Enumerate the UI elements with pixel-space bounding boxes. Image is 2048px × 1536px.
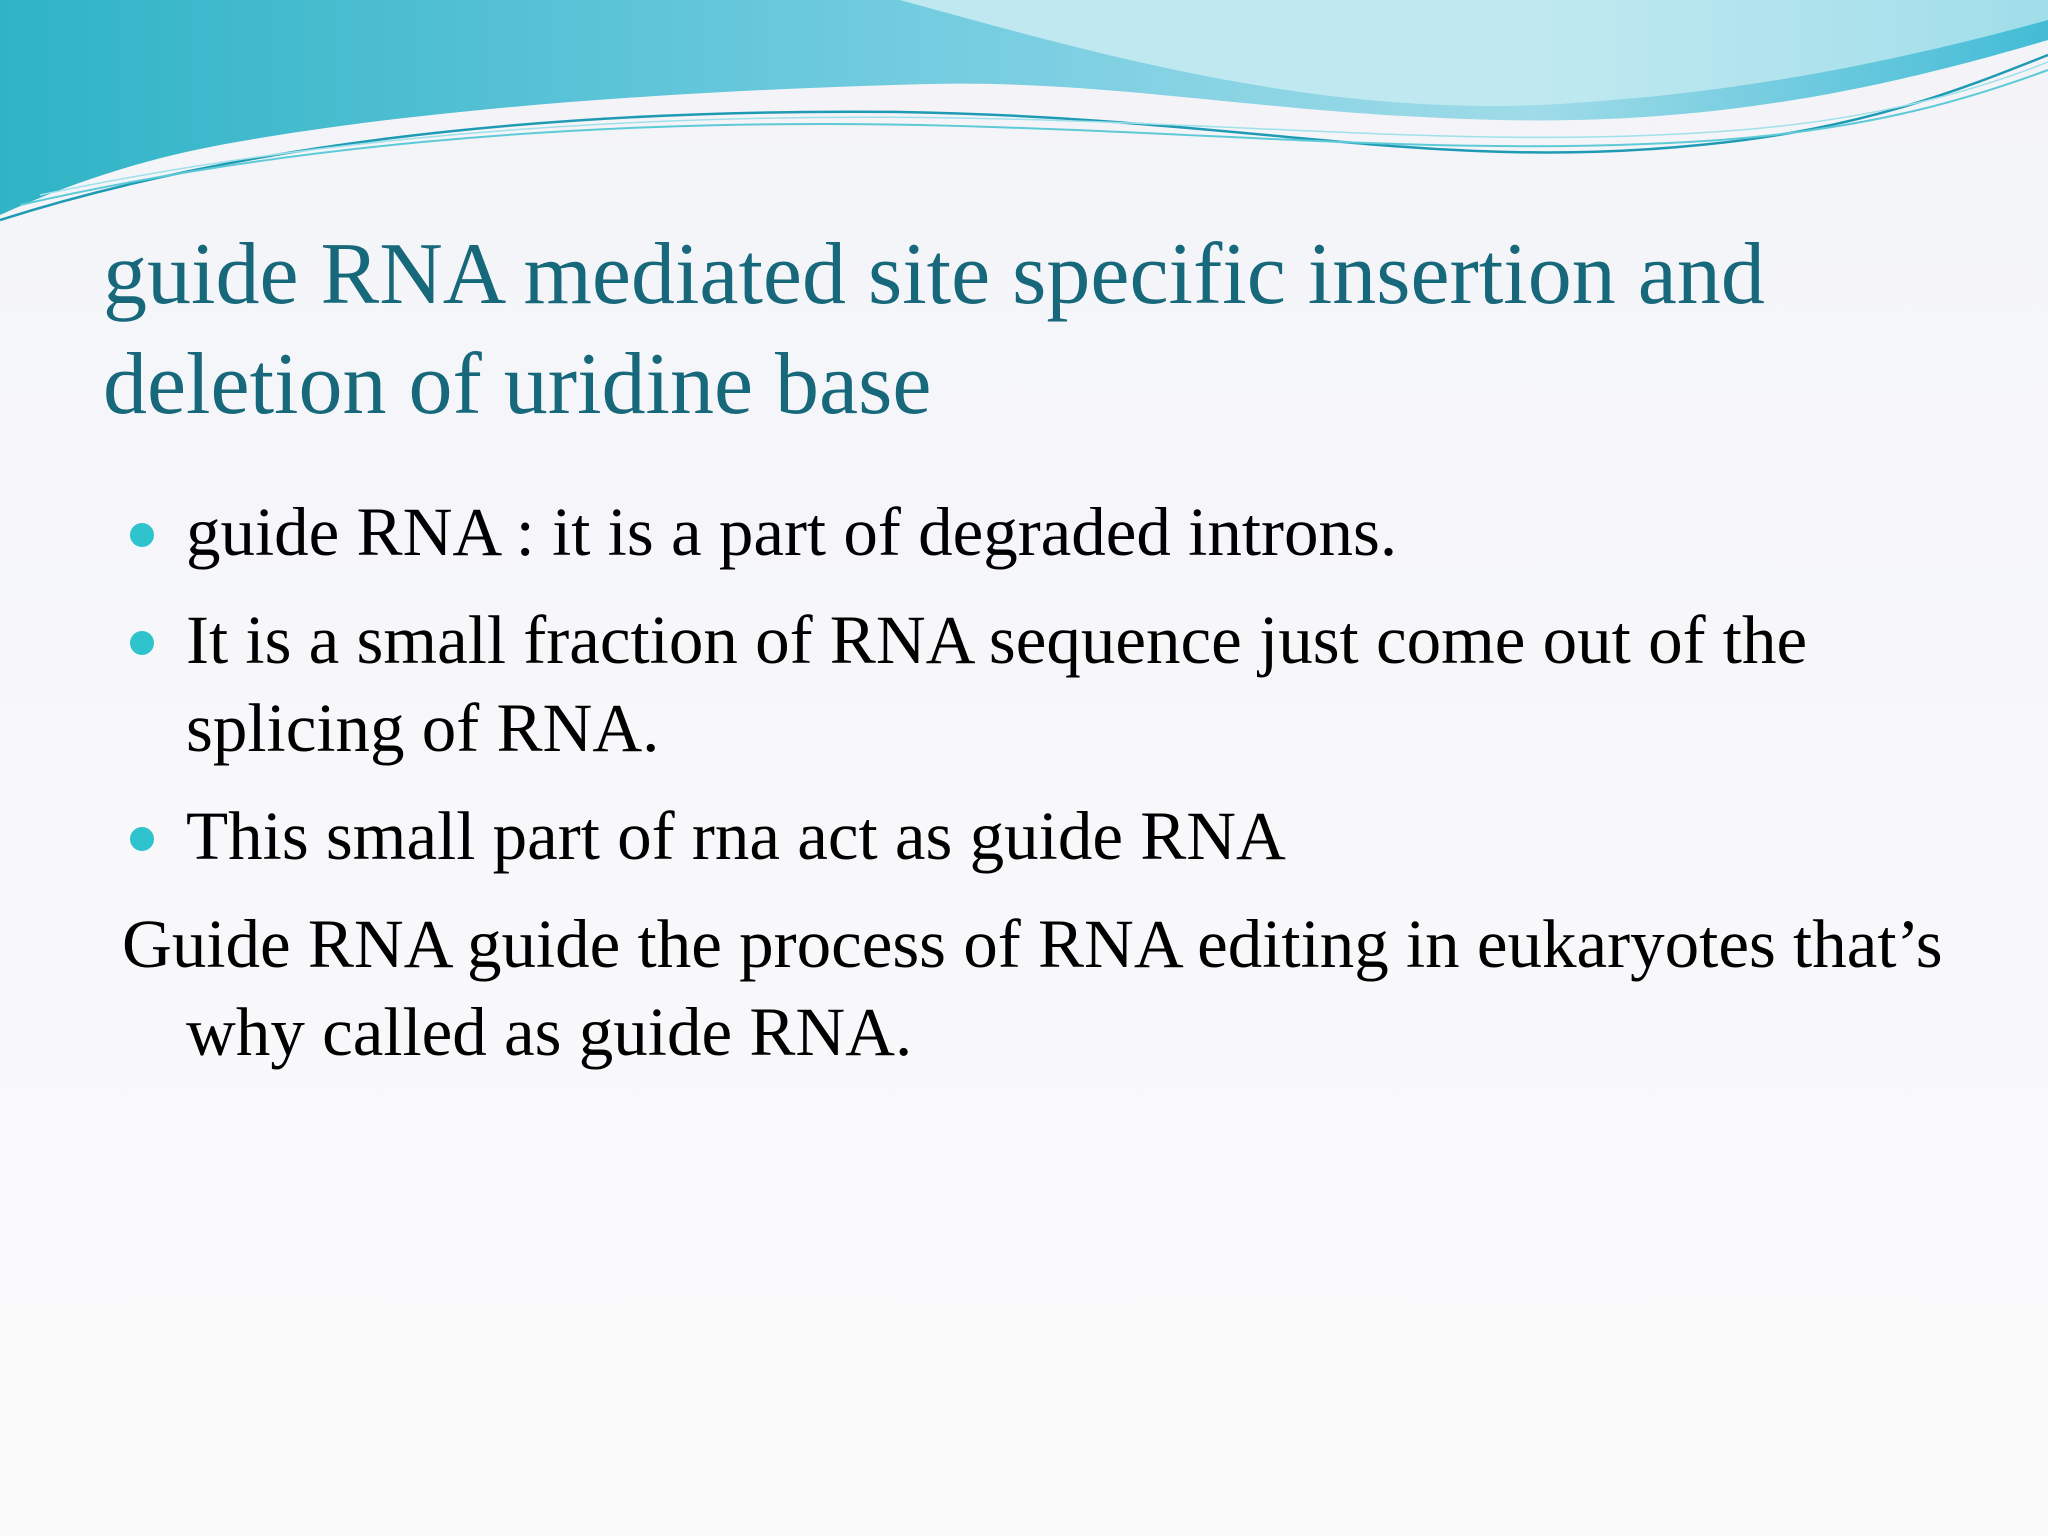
bullet-text: It is a small fraction of RNA sequence just come out of the splicing of RNA. xyxy=(186,602,1808,766)
bullet-list xyxy=(122,488,1952,880)
circle-bullet-icon xyxy=(130,827,154,851)
bullet-text: guide RNA : it is a part of degraded introns. xyxy=(186,494,1398,570)
circle-bullet-icon xyxy=(130,631,154,655)
slide-title: guide RNA mediated site specific insertion and deletion of uridine base xyxy=(103,226,1765,433)
decorative-wave xyxy=(0,0,2048,240)
bullet-item xyxy=(122,792,1952,880)
bullet-item xyxy=(122,488,1952,576)
circle-bullet-icon xyxy=(130,523,154,547)
summary-paragraph: Guide RNA guide the process of RNA editing in eukaryotes that’s why called as guide RNA. xyxy=(122,906,1943,1070)
bullet-item xyxy=(122,596,1952,772)
slide-body xyxy=(122,488,1952,1076)
bullet-text: This small part of rna act as guide RNA xyxy=(186,798,1286,874)
